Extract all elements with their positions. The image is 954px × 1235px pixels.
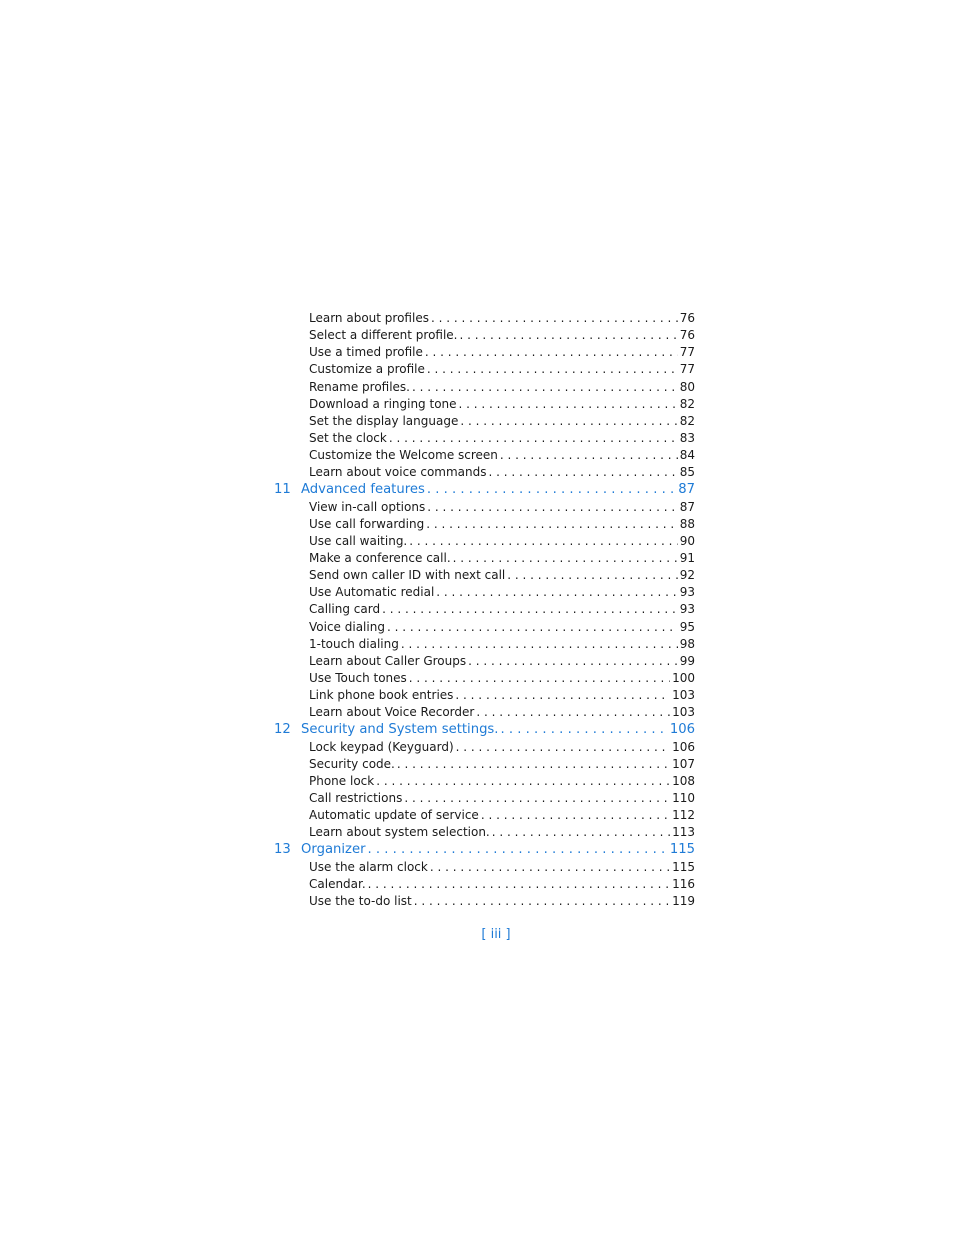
toc-page-number: 99 [679, 653, 695, 668]
dot-leader [389, 430, 678, 447]
toc-entry-title: Call restrictions [309, 790, 403, 805]
toc-row[interactable] [272, 430, 695, 447]
toc-row[interactable] [272, 567, 695, 584]
toc-entry-title: Use call waiting. [309, 533, 408, 548]
toc-page-number: 90 [679, 533, 695, 548]
toc-page-number: 107 [672, 756, 695, 771]
toc-row[interactable] [272, 739, 695, 756]
toc-row[interactable] [272, 670, 695, 687]
toc-entry-title: Phone lock [309, 773, 375, 788]
dot-leader [376, 773, 670, 790]
toc-entry-title: Link phone book entries [309, 688, 454, 703]
toc-page-number: 77 [679, 362, 695, 377]
toc-entry-title: Learn about Voice Recorder [309, 705, 475, 720]
dot-leader [387, 619, 678, 636]
toc-entry-title: Use call forwarding [309, 516, 425, 531]
toc-row[interactable] [272, 636, 695, 653]
toc-entry-title: Use the to-do list [309, 893, 412, 908]
toc-page-number: 115 [672, 859, 695, 874]
toc-entry-title: Lock keypad (Keyguard) [309, 739, 454, 754]
toc-row[interactable] [272, 533, 695, 550]
toc-entry-title: Use Automatic redial [309, 585, 435, 600]
dot-leader [481, 807, 670, 824]
toc-page-number: 92 [679, 568, 695, 583]
dot-leader [368, 876, 670, 893]
toc-page-number: 103 [672, 705, 695, 720]
toc-page-number: 113 [672, 825, 695, 840]
toc-page-number: 77 [679, 345, 695, 360]
toc-page-number: 119 [672, 893, 695, 908]
toc-row[interactable] [272, 396, 695, 413]
dot-leader [427, 361, 678, 378]
dot-leader [409, 670, 670, 687]
toc-entry-title: Learn about system selection. [309, 825, 490, 840]
toc-row[interactable] [272, 361, 695, 378]
toc-chapter-row[interactable] [272, 481, 695, 498]
chapter-number: 11 [274, 482, 291, 498]
toc-page-number: 116 [672, 876, 695, 891]
toc-page-number: 76 [679, 311, 695, 325]
toc-page-number: 82 [679, 413, 695, 428]
dot-leader [507, 567, 677, 584]
dot-leader [397, 756, 670, 773]
toc-row[interactable] [272, 790, 695, 807]
toc-entry-title: Security and System settings. [301, 722, 499, 738]
dot-leader [456, 739, 670, 756]
toc-page-number: 87 [678, 482, 695, 498]
dot-leader [401, 636, 678, 653]
toc-page-number: 88 [679, 516, 695, 531]
toc-page-number: 80 [679, 379, 695, 394]
dot-leader [368, 841, 668, 858]
toc-page-number: 87 [679, 499, 695, 514]
dot-leader [500, 447, 678, 464]
dot-leader [436, 584, 677, 601]
toc-entry-title: 1-touch dialing [309, 636, 399, 651]
toc-row[interactable] [272, 876, 695, 893]
toc-page-number: 106 [672, 739, 695, 754]
toc-entry-title: Organizer [301, 842, 366, 858]
toc-page-number: 85 [679, 465, 695, 480]
toc-row[interactable] [272, 447, 695, 464]
toc-page-number: 93 [679, 585, 695, 600]
dot-leader [453, 550, 678, 567]
toc-entry-title: Learn about voice commands [309, 465, 487, 480]
toc-row[interactable] [272, 327, 695, 344]
toc-entry-title: Automatic update of service [309, 808, 479, 823]
toc-entry-title: Use Touch tones [309, 670, 407, 685]
toc-entry-title: View in-call options [309, 499, 426, 514]
toc-row[interactable] [272, 413, 695, 430]
toc-row[interactable] [272, 687, 695, 704]
toc-page-number: 108 [672, 773, 695, 788]
toc-chapter-row[interactable] [272, 841, 695, 858]
toc-entry-title: Security code. [309, 756, 395, 771]
toc-entry-title: Select a different profile. [309, 328, 458, 343]
toc-page-number: 98 [679, 636, 695, 651]
toc-row[interactable] [272, 824, 695, 841]
dot-leader [489, 464, 678, 481]
dot-leader [431, 310, 678, 327]
toc-entry-title: Send own caller ID with next call [309, 568, 506, 583]
toc-row[interactable] [272, 499, 695, 516]
dot-leader [425, 344, 678, 361]
toc-entry-title: Learn about profiles [309, 311, 429, 325]
toc-page-number: 115 [669, 842, 695, 858]
toc-row[interactable] [272, 550, 695, 567]
toc-page-number: 84 [679, 448, 695, 463]
toc-entry-title: Set the display language [309, 413, 459, 428]
toc-row[interactable] [272, 756, 695, 773]
toc-entry-title: Use the alarm clock [309, 859, 428, 874]
dot-leader [427, 481, 676, 498]
dot-leader [430, 859, 670, 876]
dot-leader [468, 653, 678, 670]
toc-page-number: 106 [669, 722, 695, 738]
toc-page-number: 76 [679, 328, 695, 343]
toc-row[interactable] [272, 464, 695, 481]
chapter-number: 12 [274, 722, 291, 738]
toc-row[interactable] [272, 379, 695, 396]
toc-row[interactable] [272, 704, 695, 721]
dot-leader [426, 516, 677, 533]
toc-row[interactable] [272, 653, 695, 670]
toc-row[interactable] [272, 619, 695, 636]
dot-leader [382, 601, 678, 618]
dot-leader [404, 790, 670, 807]
toc-page-number: 112 [672, 808, 695, 823]
toc-row[interactable] [272, 807, 695, 824]
dot-leader [414, 893, 670, 910]
toc-chapter-row[interactable] [272, 721, 695, 738]
toc-row[interactable] [272, 310, 695, 327]
toc-entry-title: Learn about Caller Groups [309, 653, 467, 668]
dot-leader [412, 379, 678, 396]
toc-row[interactable] [272, 859, 695, 876]
dot-leader [455, 687, 670, 704]
table-of-contents [272, 310, 695, 910]
toc-page-number: 91 [679, 550, 695, 565]
toc-row[interactable] [272, 893, 695, 910]
toc-row[interactable] [272, 601, 695, 618]
dot-leader [492, 824, 670, 841]
toc-entry-title: Calendar. [309, 876, 366, 891]
toc-entry-title: Set the clock [309, 430, 387, 445]
toc-page-number: 82 [679, 396, 695, 411]
toc-entry-title: Voice dialing [309, 619, 385, 634]
dot-leader [460, 413, 677, 430]
toc-row[interactable] [272, 773, 695, 790]
toc-row[interactable] [272, 516, 695, 533]
toc-entry-title: Make a conference call. [309, 550, 451, 565]
toc-page-number: 83 [679, 430, 695, 445]
toc-page-number: 95 [679, 619, 695, 634]
dot-leader [501, 721, 668, 738]
page-number-footer: [ iii ] [481, 927, 511, 942]
toc-page-number: 93 [679, 602, 695, 617]
toc-entry-title: Advanced features [301, 482, 425, 498]
toc-page-number: 103 [672, 688, 695, 703]
toc-entry-title: Use a timed profile [309, 345, 423, 360]
dot-leader [409, 533, 677, 550]
dot-leader [427, 499, 678, 516]
toc-entry-title: Calling card [309, 602, 381, 617]
dot-leader [460, 327, 678, 344]
dot-leader [476, 704, 670, 721]
chapter-number: 13 [274, 842, 291, 858]
toc-page-number: 110 [672, 790, 695, 805]
toc-page-number: 100 [672, 670, 695, 685]
dot-leader [459, 396, 678, 413]
toc-row[interactable] [272, 584, 695, 601]
toc-entry-title: Rename profiles. [309, 379, 410, 394]
toc-row[interactable] [272, 344, 695, 361]
toc-entry-title: Download a ringing tone [309, 396, 457, 411]
toc-entry-title: Customize a profile [309, 362, 425, 377]
toc-entry-title: Customize the Welcome screen [309, 448, 498, 463]
